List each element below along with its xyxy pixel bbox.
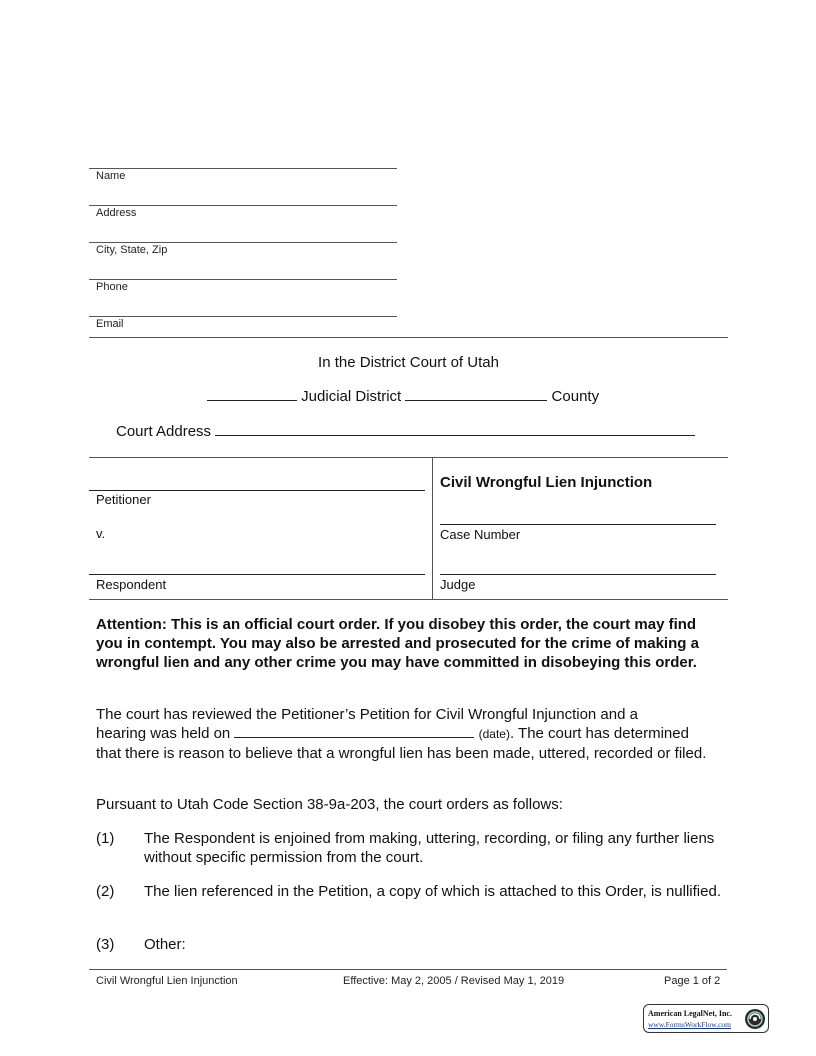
name-line[interactable] (89, 168, 397, 169)
caption-top-border (89, 457, 728, 458)
reviewed-paragraph (96, 705, 726, 763)
district-blank[interactable] (207, 387, 297, 401)
respondent-label: Respondent (96, 577, 167, 592)
order-number: (1) (96, 830, 115, 847)
form-title: Civil Wrongful Lien Injunction (440, 474, 653, 491)
phone-label: Phone (96, 281, 128, 293)
city-state-zip-label: City, State, Zip (96, 244, 168, 256)
determined-text: . The court has determined (509, 725, 689, 742)
order-number: (3) (96, 936, 115, 953)
name-label: Name (96, 170, 126, 182)
court-address-blank[interactable] (215, 422, 695, 436)
respondent-line[interactable] (89, 574, 425, 575)
hearing-date-blank[interactable] (234, 724, 474, 738)
phone-line[interactable] (89, 279, 397, 280)
order-number: (2) (96, 883, 115, 900)
globe-icon (744, 1008, 766, 1030)
date-label: (date) (478, 727, 510, 741)
order-text: The Respondent is enjoined from making, uttering, recording, or filing any further liens without specific permission from the court. (144, 830, 715, 866)
court-address-line (116, 422, 695, 441)
versus-label: v. (96, 526, 106, 541)
judge-line[interactable] (440, 574, 716, 575)
logo-company: American LegalNet, Inc. (648, 1009, 732, 1018)
order-text: Other: (144, 936, 186, 953)
petitioner-label: Petitioner (96, 492, 151, 507)
county-label: County (551, 388, 600, 405)
attention-notice: Attention: This is an official court order. If you disobey this order, the court may find you in contempt. You may also be arrested and prosecuted for the crime of making a wrongful lien and any other crime you may have committed in disobeying this order. (96, 616, 699, 671)
address-label: Address (96, 207, 137, 219)
court-address-label: Court Address (116, 423, 212, 440)
reviewed-line-1: The court has reviewed the Petitioner’s Petition for Civil Wrongful Injunction and a (96, 706, 638, 723)
petitioner-line[interactable] (89, 490, 425, 491)
reviewed-rest: that there is reason to believe that a wrongful lien has been made, uttered, recorded or filed. (96, 745, 707, 762)
footer-rule (89, 969, 727, 970)
county-blank[interactable] (405, 387, 547, 401)
caption-bottom-border (89, 599, 728, 600)
case-number-label: Case Number (440, 527, 521, 542)
email-label: Email (96, 318, 124, 330)
address-line[interactable] (89, 205, 397, 206)
court-title: In the District Court of Utah (318, 354, 499, 371)
legalnet-logo[interactable] (643, 1004, 769, 1033)
footer-form-name: Civil Wrongful Lien Injunction (96, 975, 238, 987)
caption-divider (432, 457, 433, 599)
pursuant-line: Pursuant to Utah Code Section 38-9a-203, the court orders as follows: (96, 796, 563, 813)
footer-effective: Effective: May 2, 2005 / Revised May 1, 2019 (343, 975, 565, 987)
city-state-zip-line[interactable] (89, 242, 397, 243)
logo-url: www.FormsWorkFlow.com (648, 1020, 732, 1029)
hearing-text: hearing was held on (96, 725, 231, 742)
district-county-line (207, 387, 599, 406)
judge-label: Judge (440, 577, 476, 592)
email-line[interactable] (89, 316, 397, 317)
divider (89, 337, 728, 338)
order-text: The lien referenced in the Petition, a copy of which is attached to this Order, is nullified. (144, 883, 721, 900)
footer-page-number: Page 1 of 2 (664, 975, 721, 987)
case-number-line[interactable] (440, 524, 716, 525)
reviewed-line-2 (96, 724, 726, 744)
judicial-district-label: Judicial District (301, 388, 402, 405)
